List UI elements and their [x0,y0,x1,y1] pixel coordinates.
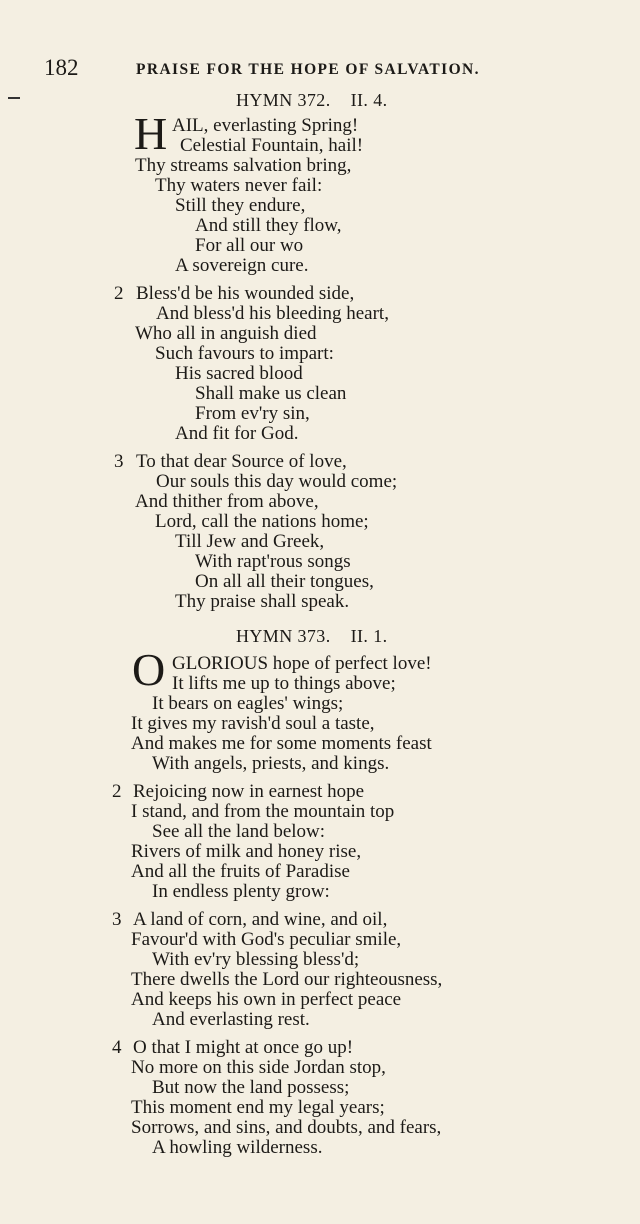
hymn-372-s2-line-3: Who all in anguish died [135,323,317,344]
hymn-372-s1-line-2: Celestial Fountain, hail! [180,135,364,156]
hymn-372-s2-line-6: Shall make us clean [195,383,347,404]
hymn-372-s3-line-8: Thy praise shall speak. [175,591,350,612]
hymn-372-s1-line-7: For all our wo [195,235,304,256]
hymn-372-title: HYMN 372. [236,90,331,110]
hymn-372-s3-line-5: Till Jew and Greek, [175,531,325,552]
hymn-373-s3-line-1: A land of corn, and wine, and oil, [133,909,388,930]
margin-mark [8,97,20,99]
hymn-373-s2-line-2: I stand, and from the mountain top [131,801,395,822]
hymn-373-s4-line-6: A howling wilderness. [152,1137,323,1158]
hymn-373-s4-line-2: No more on this side Jordan stop, [131,1057,386,1078]
hymn-372-s1-line-1: AIL, everlasting Spring! [172,115,359,136]
hymn-372-s2-line-5: His sacred blood [175,363,303,384]
hymn-373-s3-number: 3 [112,909,122,930]
hymn-372-heading [236,90,388,111]
hymn-373-s2-line-6: In endless plenty grow: [152,881,330,902]
hymn-373-meter: II. 1. [350,626,388,646]
hymn-372-s2-line-8: And fit for God. [175,423,299,444]
hymn-373-s2-number: 2 [112,781,122,802]
hymn-373-s1-line-5: And makes me for some moments feast [131,733,432,754]
hymn-372-s3-number: 3 [114,451,124,472]
hymn-372-s2-line-4: Such favours to impart: [155,343,334,364]
hymn-373-s1-line-6: With angels, priests, and kings. [152,753,390,774]
hymn-372-s1-line-3: Thy streams salvation bring, [135,155,352,176]
hymn-373-s3-line-6: And everlasting rest. [152,1009,310,1030]
hymn-372-s3-line-2: Our souls this day would come; [156,471,398,492]
running-head [44,55,560,83]
hymn-373-s4-number: 4 [112,1037,122,1058]
hymn-373-s3-line-4: There dwells the Lord our righteousness, [131,969,443,990]
hymn-373-title: HYMN 373. [236,626,331,646]
hymn-373-s4-line-5: Sorrows, and sins, and doubts, and fears, [131,1117,442,1138]
hymn-372-s3-line-7: On all all their tongues, [195,571,374,592]
page-number: 182 [44,55,79,80]
hymn-372-s2-line-7: From ev'ry sin, [195,403,310,424]
hymn-372-s1-line-4: Thy waters never fail: [155,175,323,196]
running-title: PRAISE FOR THE HOPE OF SALVATION. [136,61,480,78]
hymn-373-s1-line-2: It lifts me up to things above; [172,673,396,694]
hymn-372-s2-line-1: Bless'd be his wounded side, [136,283,355,304]
hymn-372-s3-line-4: Lord, call the nations home; [155,511,369,532]
hymn-372-meter: II. 4. [350,90,388,110]
hymn-373-s4-line-4: This moment end my legal years; [131,1097,385,1118]
hymn-373-s2-line-5: And all the fruits of Paradise [131,861,350,882]
hymn-373-s4-line-1: O that I might at once go up! [133,1037,354,1058]
hymn-372-s3-line-1: To that dear Source of love, [136,451,347,472]
hymn-372-s2-line-2: And bless'd his bleeding heart, [156,303,389,324]
hymn-373-s1-line-1: GLORIOUS hope of perfect love! [172,653,432,674]
hymn-372-s1-line-8: A sovereign cure. [175,255,309,276]
hymn-373-heading [236,626,388,647]
hymn-373-dropcap: O [132,644,166,695]
hymn-372-s1-line-6: And still they flow, [195,215,342,236]
hymn-372-s3-line-6: With rapt'rous songs [195,551,351,572]
hymn-373-s1-line-3: It bears on eagles' wings; [152,693,344,714]
hymn-373-s4-line-3: But now the land possess; [152,1077,350,1098]
hymn-372-dropcap: H [134,108,168,159]
hymn-372-s2-number: 2 [114,283,124,304]
hymn-373-s2-line-3: See all the land below: [152,821,326,842]
hymn-373-s1-line-4: It gives my ravish'd soul a taste, [131,713,375,734]
hymn-373-s2-line-4: Rivers of milk and honey rise, [131,841,362,862]
hymn-372-s1-line-5: Still they endure, [175,195,306,216]
hymn-373-s2-line-1: Rejoicing now in earnest hope [133,781,365,802]
hymn-372-s3-line-3: And thither from above, [135,491,319,512]
hymn-373-s3-line-5: And keeps his own in perfect peace [131,989,402,1010]
hymn-373-s3-line-2: Favour'd with God's peculiar smile, [131,929,402,950]
hymn-373-s3-line-3: With ev'ry blessing bless'd; [152,949,360,970]
